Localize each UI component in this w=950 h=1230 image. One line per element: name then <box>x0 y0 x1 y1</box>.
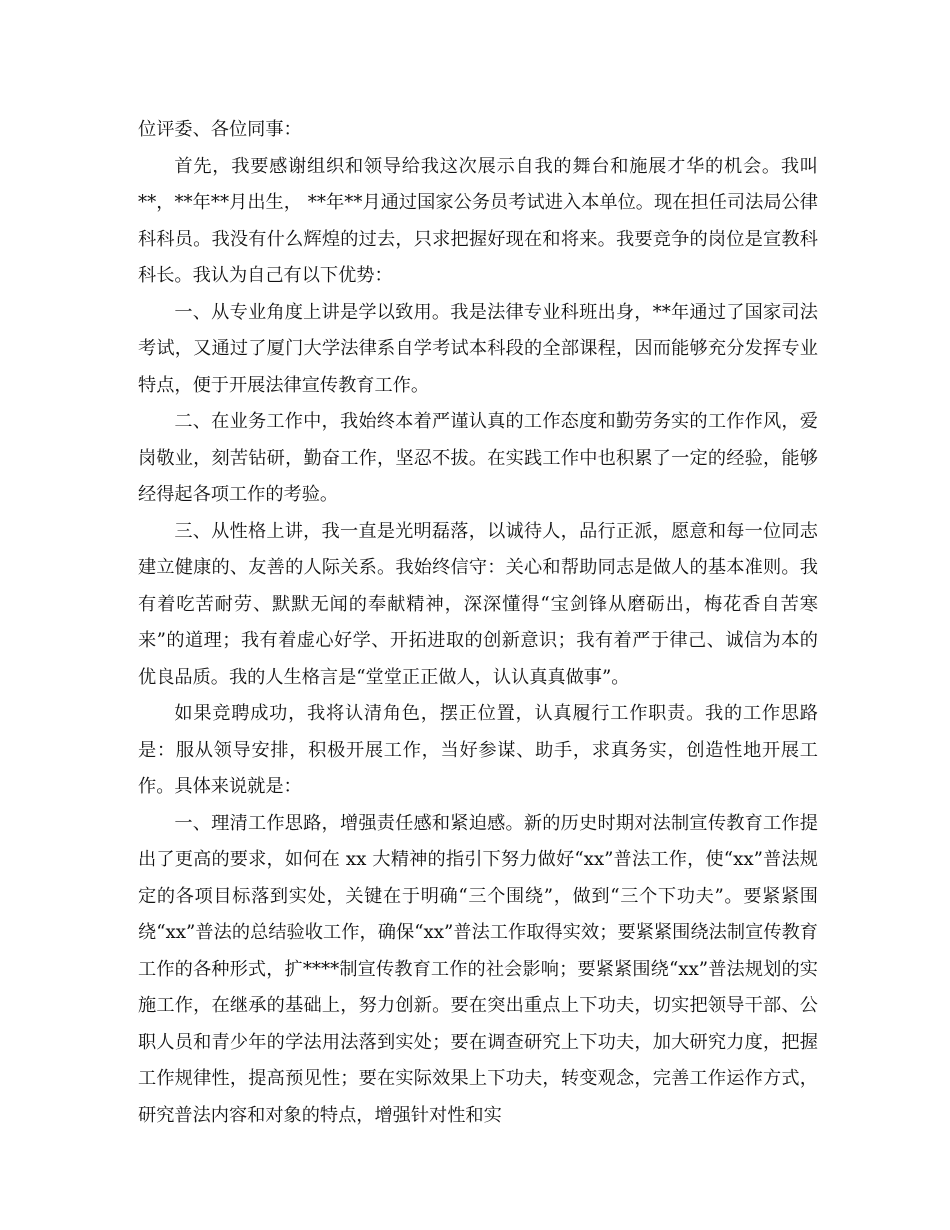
paragraph-advantage-1: 一、从专业角度上讲是学以致用。我是法律专业科班出身，**年通过了国家司法考试，又通过了厦门大学法律系自学考试本科段的全部课程，因而能够充分发挥专业特点，便于开展法律宣传教育工作。 <box>138 301 818 396</box>
paragraph-advantage-2: 二、在业务工作中，我始终本着严谨认真的工作态度和勤劳务实的工作作风，爱岗敬业，刻苦钻研，勤奋工作，坚忍不拔。在实践工作中也积累了一定的经验，能够经得起各项工作的考验。 <box>138 411 818 505</box>
paragraph-thanks: 首先，我要感谢组织和领导给我这次展示自我的舞台和施展才华的机会。我叫**，**年**月出生， **年**月通过国家公务员考试进入本单位。现在担任司法局公律科科员。我没有什么辉煌的过去，只求把握好现在和将来。我要竞争的岗位是宣教科科长。我认为自己有以下优势： <box>138 155 818 286</box>
document-page <box>138 112 818 1134</box>
paragraph-plan-item-1: 一、理清工作思路，增强责任感和紧迫感。新的历史时期对法制宣传教育工作提出了更高的要求，如何在 xx 大精神的指引下努力做好“xx”普法工作，使“xx”普法规定的各项目标落到实处，关键在于明确“三个围绕”，做到“三个下功夫”。要紧紧围绕“xx”普法的总结验收工作，确保“xx”普法工作取得实效；要紧紧围绕法制宣传教育工作的各种形式，扩****制宣传教育工作的社会影响；要紧紧围绕“xx”普法规划的实施工作，在继承的基础上，努力创新。要在突出重点上下功夫，切实把领导干部、公职人员和青少年的学法用法落到实处；要在调查研究上下功夫，加大研究力度，把握工作规律性，提高预见性；要在实际效果上下功夫，转变观念，完善工作运作方式，研究普法内容和对象的特点，增强针对性和实 <box>138 812 818 1126</box>
salutation: 位评委、各位同事： <box>138 119 302 140</box>
paragraph-work-plan: 如果竞聘成功，我将认清角色，摆正位置，认真履行工作职责。我的工作思路是：服从领导安排，积极开展工作，当好参谋、助手，求真务实，创造性地开展工作。具体来说就是： <box>138 703 818 797</box>
paragraph-advantage-3: 三、从性格上讲，我一直是光明磊落，以诚待人，品行正派，愿意和每一位同志建立健康的、友善的人际关系。我始终信守：关心和帮助同志是做人的基本准则。我有着吃苦耐劳、默默无闻的奉献精神，深深懂得“宝剑锋从磨砺出，梅花香自苦寒来”的道理；我有着虚心好学、开拓进取的创新意识；我有着严于律己、诚信为本的优良品质。我的人生格言是“堂堂正正做人，认认真真做事”。 <box>138 520 818 688</box>
